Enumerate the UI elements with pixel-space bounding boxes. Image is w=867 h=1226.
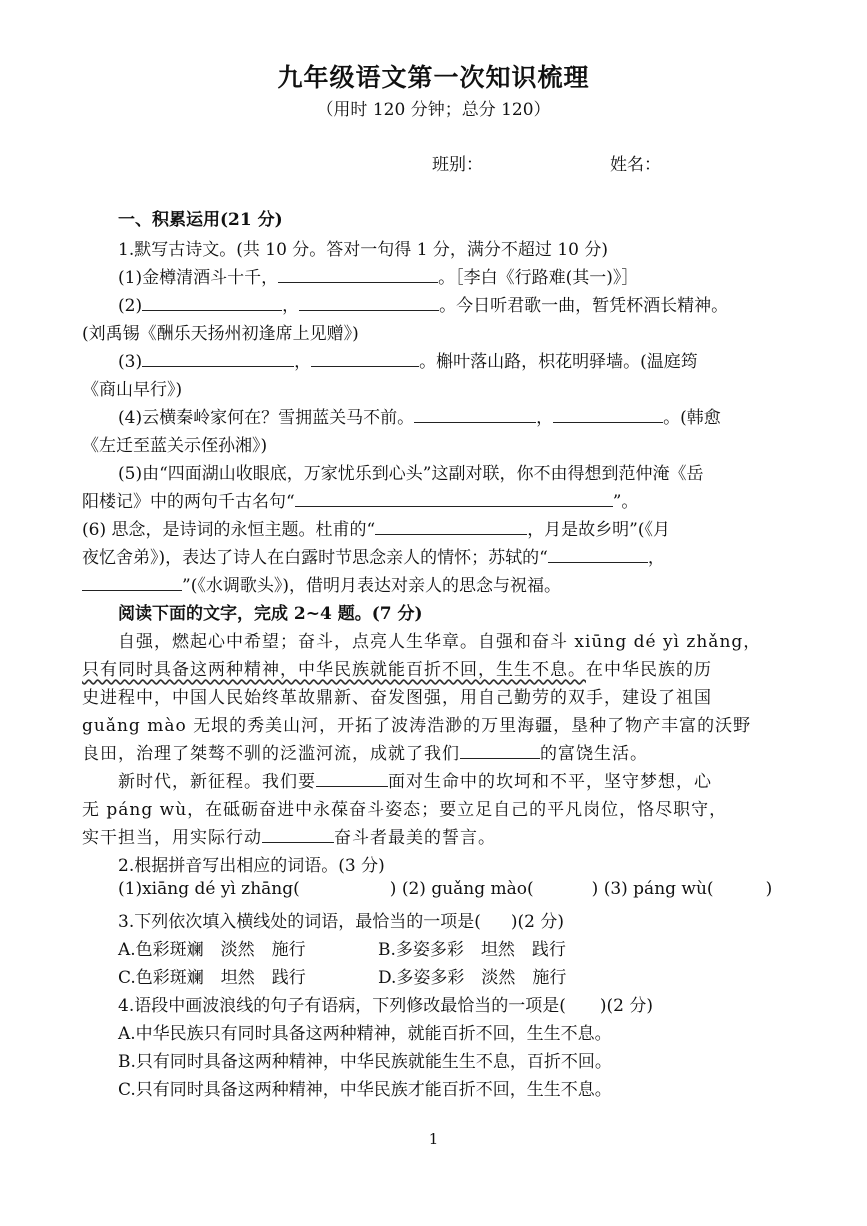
q1-item6-line1 — [82, 515, 670, 540]
passage-p1-line1: 自强，燃起心中希望；奋斗，点亮人生华章。自强和奋斗 xiūng dé yì zhǎng， — [118, 632, 762, 652]
q1-item5-line1: (5)由“四面湖山收眼底，万家忧乐到心头”这副对联，你不由得想到范仲淹《岳 — [118, 464, 704, 484]
q4-option-a[interactable]: A.中华民族只有同时具备这两种精神，就能百折不回，生生不息。 — [118, 1024, 612, 1044]
q1-item6-text-c: 夜忆舍弟》)，表达了诗人在白露时节思念亲人的情怀；苏轼的“ — [82, 548, 548, 568]
passage-text: 实干担当，用实际行动 — [82, 828, 262, 848]
q1-item5-text-b: 阳楼记》中的两句千古名句“ — [82, 492, 295, 512]
q1-item3-text-a: (3) — [118, 352, 143, 372]
q2-item2-close: ) — [591, 879, 599, 899]
q1-item1 — [118, 263, 638, 288]
q1-item1-text-b: 。［李白《行路难(其一)》］ — [438, 268, 639, 288]
answer-blank[interactable] — [262, 826, 334, 843]
answer-blank[interactable] — [460, 742, 540, 759]
q3-stem-text: 3.下列依次填入横线处的词语，最恰当的一项是( — [118, 912, 481, 932]
answer-blank[interactable] — [142, 294, 282, 311]
q4-stem-score: )(2 分) — [599, 996, 653, 1016]
answer-blank[interactable] — [142, 350, 294, 367]
q1-item6-text-a: (6) 思念，是诗词的永恒主题。杜甫的“ — [82, 520, 376, 540]
answer-blank[interactable] — [295, 490, 613, 507]
answer-blank[interactable] — [299, 294, 439, 311]
passage-p1-line3: 史进程中，中国人民始终革故鼎新、奋发图强，用自己勤劳的双手，建设了祖国 — [82, 688, 712, 708]
q1-item5-line2 — [82, 487, 638, 512]
passage-text: 的富饶生活。 — [540, 744, 648, 764]
passage-p2-line3 — [82, 823, 496, 848]
passage-p1-line5 — [82, 739, 648, 764]
q2-item3-close: ) — [765, 879, 773, 899]
name-label: 姓名： — [610, 155, 661, 175]
q1-item2-text-b: ， — [282, 296, 300, 316]
q1-item1-text-a: (1)金樽清酒斗十千， — [118, 268, 279, 288]
passage-p2-line1 — [118, 767, 712, 792]
q1-stem: 1.默写古诗文。(共 10 分。答对一句得 1 分，满分不超过 10 分) — [118, 240, 608, 260]
passage-text: 奋斗者最美的誓言。 — [334, 828, 496, 848]
passage-p2-line2: 无 páng wù，在砥砺奋进中永葆奋斗姿态；要立足自己的平凡岗位，恪尽职守， — [82, 800, 728, 820]
q2-item3: (3) páng wù( — [603, 879, 714, 899]
section1-heading: 一、积累运用(21 分) — [118, 210, 283, 230]
q3-stem — [118, 907, 564, 932]
q1-item6-text-e: ”(《水调歌头》)，借明月表达对亲人的思念与祝福。 — [182, 576, 561, 596]
q1-item4-source: 《左迁至蓝关示侄孙湘》) — [82, 436, 268, 456]
q4-stem-text: 4.语段中画波浪线的句子有语病，下列修改最恰当的一项是( — [118, 996, 566, 1016]
answer-blank[interactable] — [316, 770, 388, 787]
answer-blank[interactable] — [553, 406, 663, 423]
wavy-underlined-sentence: 只有同时具备这两种精神，中华民族就能百折不回，生生不息。 — [82, 660, 586, 680]
answer-blank[interactable] — [278, 266, 438, 283]
q4-option-c[interactable]: C.只有同时具备这两种精神，中华民族才能百折不回，生生不息。 — [118, 1080, 612, 1100]
q1-item2-text-c: 。今日听君歌一曲，暂凭杯酒长精神。 — [439, 296, 729, 316]
answer-blank[interactable] — [311, 350, 419, 367]
q4-option-b[interactable]: B.只有同时具备这两种精神，中华民族就能生生不息，百折不回。 — [118, 1052, 612, 1072]
answer-blank[interactable] — [548, 546, 648, 563]
passage-p1-line2 — [82, 655, 712, 680]
q1-item6-line3 — [82, 571, 561, 596]
page-subtitle: （用时 120 分钟；总分 120） — [316, 100, 551, 120]
q2-stem: 2.根据拼音写出相应的词语。(3 分) — [118, 856, 385, 876]
q1-item5-text-c: ”。 — [612, 492, 639, 512]
q2-items — [118, 879, 772, 899]
q1-item2 — [118, 291, 728, 316]
q2-item2: (2) guǎng mào( — [401, 879, 534, 899]
q4-stem — [118, 991, 653, 1016]
q3-option-b[interactable]: B.多姿多彩 坦然 践行 — [378, 940, 566, 960]
q1-item3-source: 《商山早行》) — [82, 380, 183, 400]
q3-option-d[interactable]: D.多姿多彩 淡然 施行 — [378, 968, 567, 988]
passage-text: 面对生命中的坎坷和不平，坚守梦想，心 — [388, 772, 712, 792]
q1-item3-text-c: 。槲叶落山路，枳花明驿墙。(温庭筠 — [419, 352, 698, 372]
answer-blank[interactable] — [82, 574, 182, 591]
answer-blank[interactable] — [414, 406, 536, 423]
q1-item3-text-b: ， — [294, 352, 312, 372]
q1-item4-text-b: ， — [536, 408, 554, 428]
q3-option-a[interactable]: A.色彩斑斓 淡然 施行 — [118, 940, 306, 960]
q3-stem-score: )(2 分) — [510, 912, 564, 932]
q1-item4-text-c: 。(韩愈 — [663, 408, 721, 428]
page-number: 1 — [428, 1130, 439, 1148]
q1-item2-text-a: (2) — [118, 296, 143, 316]
passage-text: 新时代，新征程。我们要 — [118, 772, 316, 792]
answer-blank[interactable] — [375, 518, 527, 535]
q1-item6-text-d: ， — [647, 548, 665, 568]
passage-text: 良田，治理了桀骜不驯的泛滥河流，成就了我们 — [82, 744, 460, 764]
page-title: 九年级语文第一次知识梳理 — [277, 63, 590, 92]
q3-option-c[interactable]: C.色彩斑斓 坦然 践行 — [118, 968, 306, 988]
q1-item4 — [118, 403, 721, 428]
q1-item2-source: (刘禹锡《酬乐天扬州初逢席上见赠》) — [82, 324, 359, 344]
q1-item3 — [118, 347, 698, 372]
passage-text: 在中华民族的历 — [586, 660, 712, 680]
class-label: 班别： — [432, 155, 483, 175]
q1-item6-text-b: ，月是故乡明”(《月 — [527, 520, 671, 540]
q1-item4-text-a: (4)云横秦岭家何在？雪拥蓝关马不前。 — [118, 408, 415, 428]
passage-p1-line4: guǎng mào 无垠的秀美山河，开拓了波涛浩渺的万里海疆，垦种了物产丰富的沃野 — [82, 716, 752, 736]
q1-item6-line2 — [82, 543, 665, 568]
q2-item1-close: ) — [389, 879, 397, 899]
reading-heading: 阅读下面的文字，完成 2~4 题。(7 分) — [118, 604, 423, 624]
q2-item1: (1)xiāng dé yì zhāng( — [118, 879, 300, 899]
